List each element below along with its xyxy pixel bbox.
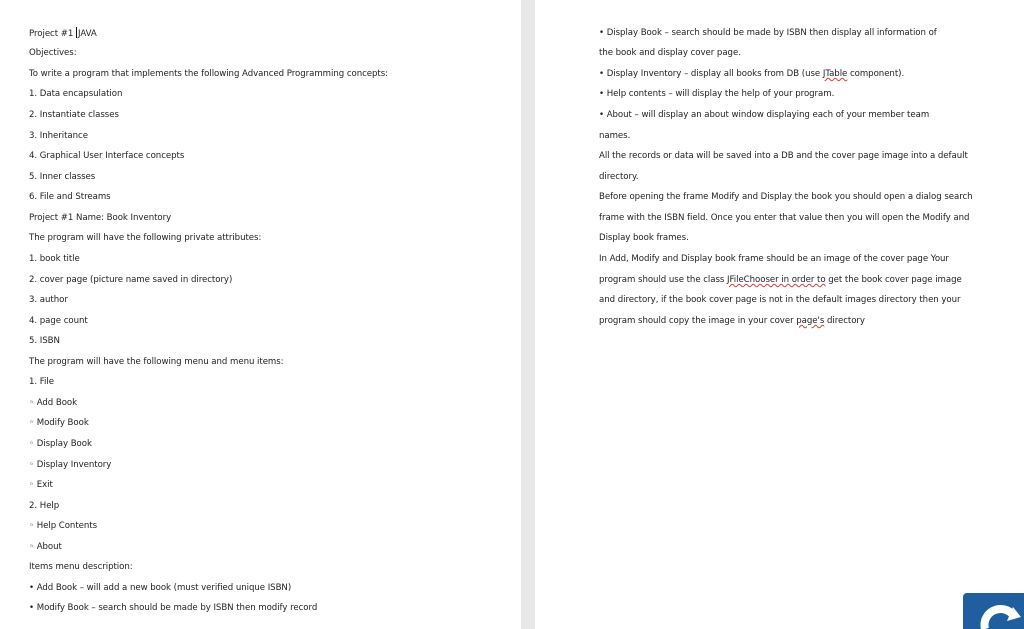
item-description: • Modify Book – search should be made by ISBN then modify record <box>29 603 318 613</box>
spell-flagged-word[interactable]: JTable <box>822 69 848 79</box>
before-line-1: Before opening the frame Modify and Display the book you should open a dialog search <box>599 192 973 202</box>
in-add-line-3: and directory, if the book cover page is not in the default images directory then your <box>599 295 961 305</box>
doc-title-lang: JAVA <box>77 29 97 39</box>
menu-item: 1. File <box>29 377 54 387</box>
concept-item: 5. Inner classes <box>29 172 96 182</box>
menu-item: ◦ Add Book <box>29 398 78 408</box>
corner-badge-glyph <box>963 593 1024 629</box>
records-line-2: directory. <box>599 172 639 182</box>
concept-item: 1. Data encapsulation <box>29 89 123 99</box>
attribute-item: 3. author <box>29 295 68 305</box>
doc-title-text: Project #1 <box>29 29 76 39</box>
concept-item: 4. Graphical User Interface concepts <box>29 151 185 161</box>
in-add-line-1: In Add, Modify and Display book frame should be an image of the cover page Your <box>599 254 949 264</box>
objectives-heading: Objectives: <box>29 48 77 58</box>
in-add-text-end: directory <box>824 316 865 326</box>
menu-item: ◦ Exit <box>29 480 53 490</box>
about-line-2: names. <box>599 131 631 141</box>
in-add-text: program should copy the image in your cover <box>599 316 797 326</box>
menu-item: ◦ Display Book <box>29 439 92 449</box>
menu-item: ◦ Display Inventory <box>29 460 112 470</box>
display-inventory-line <box>599 68 904 80</box>
display-book-line-2: the book and display cover page. <box>599 48 741 58</box>
in-add-text-end: get the book cover page image <box>825 275 962 285</box>
concept-item: 2. Instantiate classes <box>29 110 119 120</box>
concept-item: 6. File and Streams <box>29 192 111 202</box>
menu-item: ◦ Modify Book <box>29 418 89 428</box>
in-add-line-4 <box>599 315 865 327</box>
display-inventory-text: • Display Inventory – display all books from DB (use <box>599 69 823 79</box>
spell-flagged-phrase[interactable]: JFileChooser in order to <box>727 275 826 285</box>
display-book-line-1: • Display Book – search should be made by ISBN then display all information of <box>599 28 937 38</box>
in-add-text: program should use the class <box>599 275 728 285</box>
menu-item: ◦ About <box>29 542 62 552</box>
menu-item: ◦ Help Contents <box>29 521 98 531</box>
attribute-item: 2. cover page (picture name saved in directory) <box>29 275 233 285</box>
display-inventory-text-end: component). <box>847 69 905 79</box>
corner-badge-icon[interactable] <box>963 593 1024 629</box>
doc-title <box>29 27 97 40</box>
items-desc-heading: Items menu description: <box>29 562 133 572</box>
before-line-2: frame with the ISBN field. Once you enter that value then you will open the Modify and <box>599 213 970 223</box>
about-line-1: • About – will display an about window displaying each of your member team <box>599 110 930 120</box>
attribute-item: 4. page count <box>29 316 88 326</box>
records-line-1: All the records or data will be saved into a DB and the cover page image into a default <box>599 151 968 161</box>
attribute-item: 1. book title <box>29 254 80 264</box>
attributes-intro: The program will have the following private attributes: <box>29 233 262 243</box>
menu-item: 2. Help <box>29 501 60 511</box>
concept-item: 3. Inheritance <box>29 131 88 141</box>
help-contents-line: • Help contents – will display the help of your program. <box>599 89 835 99</box>
menu-intro: The program will have the following menu and menu items: <box>29 357 284 367</box>
item-description: • Add Book – will add a new book (must verified unique ISBN) <box>29 583 292 593</box>
intro-line: To write a program that implements the following Advanced Programming concepts: <box>29 69 389 79</box>
before-line-3: Display book frames. <box>599 233 689 243</box>
document-page-right[interactable] <box>535 0 1024 629</box>
in-add-line-2 <box>599 274 962 286</box>
project-name: Project #1 Name: Book Inventory <box>29 213 172 223</box>
spell-flagged-word[interactable]: page's <box>796 316 825 326</box>
attribute-item: 5. ISBN <box>29 336 60 346</box>
